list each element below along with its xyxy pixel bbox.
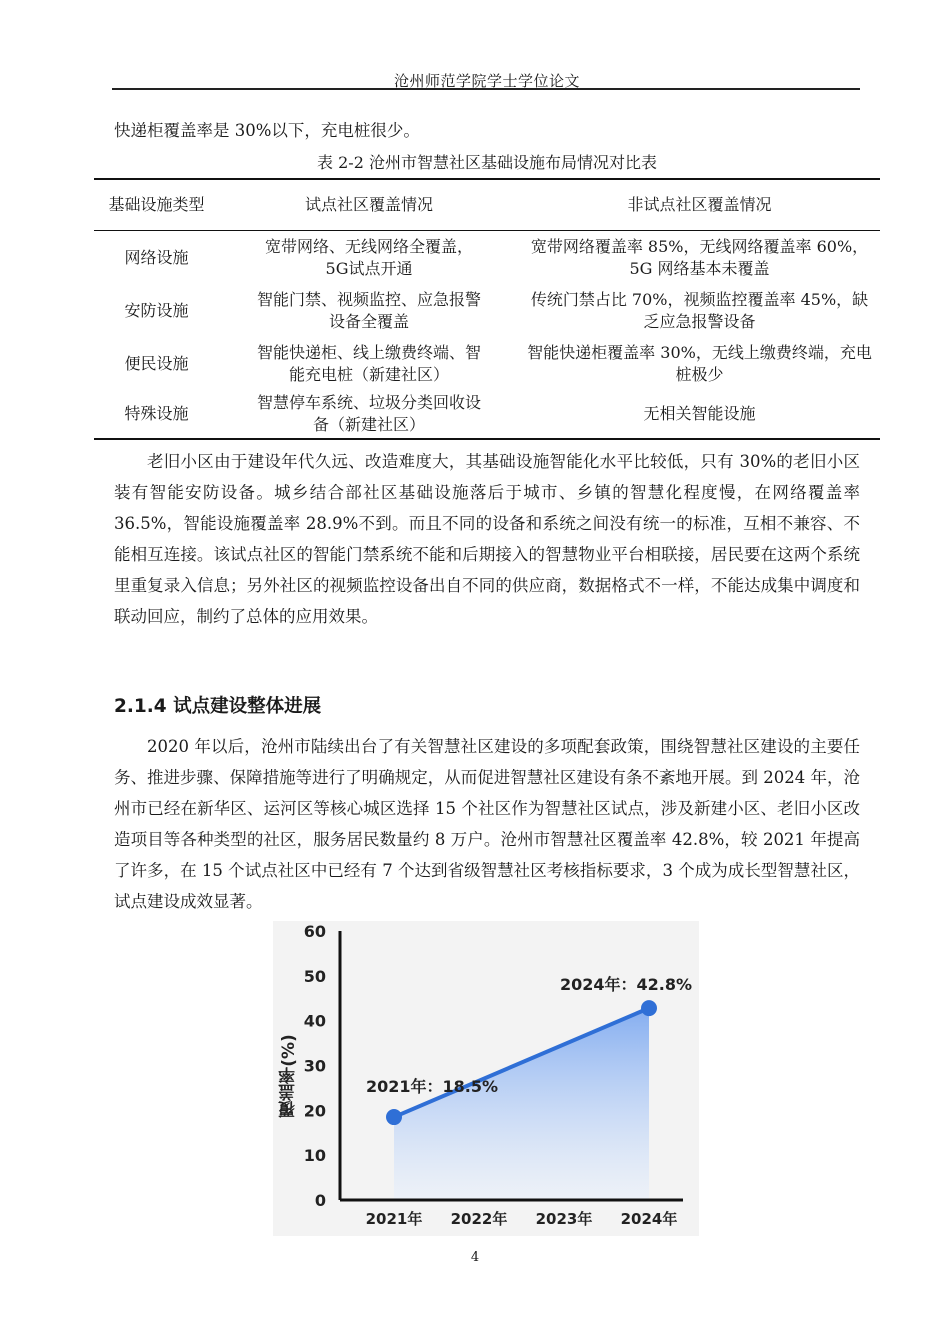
area-fill (394, 1008, 649, 1200)
cell-nonpilot: 智能快递柜覆盖率 30%，无线上缴费终端，充电桩极少 (527, 342, 872, 384)
header-type: 基础设施类型 (94, 179, 219, 231)
header-nonpilot: 非试点社区覆盖情况 (519, 179, 880, 231)
y-tick-label: 0 (314, 1191, 326, 1210)
y-tick-label: 50 (303, 966, 326, 986)
cell-pilot: 宽带网络、无线网络全覆盖，5G试点开通 (264, 236, 473, 278)
x-tick-label: 2022年 (450, 1210, 508, 1228)
table-row (94, 231, 880, 285)
paragraph-old-communities: 老旧小区由于建设年代久远、改造难度大，其基础设施智能化水平比较低，只有 30%的老旧小区装有智能安防设备。城乡结合部社区基础设施落后于城市、乡镇的智慧化程度慢，在网络覆盖率 36.5%，智能设施覆盖率 28.9%不到。而且不同的设备和系统之间没有统一的标准，互相不兼容、不能相互连接。该试点社区的智能门禁系统不能和后期接入的智慧物业平台相联接，居民要在这两个系统里重复录入信息；另外社区的视频监控设备出自不同的供应商，数据格式不一样，不能达成集中调度和联动回应，制约了总体的应用效果。 (114, 452, 860, 626)
cell-nonpilot: 传统门禁占比 70%，视频监控覆盖率 45%，缺乏应急报警设备 (530, 289, 869, 331)
table-row (94, 284, 880, 337)
cell-type: 安防设施 (124, 300, 189, 320)
data-label-2021: 2021年：18.5% (365, 1077, 499, 1097)
paragraph-pilot-progress: 2020 年以后，沧州市陆续出台了有关智慧社区建设的多项配套政策，围绕智慧社区建设的主要任务、推进步骤、保障措施等进行了明确规定，从而促进智慧社区建设有条不紊地开展。到 2024 年，沧州市已经在新华区、运河区等核心城区选择 15 个社区作为智慧社区试点，涉及新建小区、老旧小区改造项目等各种类型的社区，服务居民数量约 8 万户。沧州市智慧社区覆盖率 42.8%，较 2021 年提高了许多，在 15 个试点社区中已经有 7 个达到省级智慧社区考核指标要求，3 个成为成长型智慧社区，试点建设成效显著。 (114, 737, 860, 911)
page-number: 4 (470, 1250, 480, 1265)
table-row (94, 337, 880, 390)
table-caption: 表 2-2 沧州市智慧社区基础设施布局情况对比表 (317, 153, 657, 172)
coverage-chart (273, 921, 699, 1236)
data-point-2021 (386, 1109, 402, 1125)
cell-type: 网络设施 (124, 247, 189, 267)
cell-pilot: 智能快递柜、线上缴费终端、智能充电桩（新建社区） (257, 342, 482, 384)
y-tick-label: 10 (303, 1146, 326, 1166)
cell-pilot: 智能门禁、视频监控、应急报警设备全覆盖 (257, 289, 482, 331)
infrastructure-table (94, 178, 880, 440)
y-tick-label: 60 (303, 922, 326, 941)
y-tick-label: 40 (303, 1011, 326, 1031)
cell-nonpilot: 无相关智能设施 (519, 390, 880, 439)
table-row (94, 390, 880, 439)
coverage-chart-svg (273, 921, 699, 1236)
y-tick-label: 20 (303, 1101, 326, 1121)
data-point-2024 (641, 1000, 657, 1016)
y-axis-label: 覆盖率(%) (279, 1034, 299, 1118)
cell-type: 便民设施 (124, 353, 189, 373)
table-header-row (94, 179, 880, 231)
header-rule (112, 88, 860, 90)
section-heading: 2.1.4 试点建设整体进展 (114, 696, 322, 717)
y-tick-label: 30 (303, 1056, 326, 1076)
cell-type: 特殊设施 (94, 390, 219, 439)
header-pilot: 试点社区覆盖情况 (219, 179, 519, 231)
x-tick-label: 2021年 (365, 1210, 423, 1228)
cell-pilot: 智慧停车系统、垃圾分类回收设备（新建社区） (219, 390, 519, 439)
page-header-title: 沧州师范学院学士学位论文 (393, 72, 580, 90)
paragraph-carryover: 快递柜覆盖率是 30%以下，充电桩很少。 (114, 121, 420, 140)
data-label-2024: 2024年：42.8% (559, 975, 693, 995)
x-tick-label: 2023年 (535, 1210, 593, 1228)
x-tick-label: 2024年 (620, 1210, 678, 1228)
cell-nonpilot: 宽带网络覆盖率 85%，无线网络覆盖率 60%，5G 网络基本未覆盖 (530, 236, 869, 278)
